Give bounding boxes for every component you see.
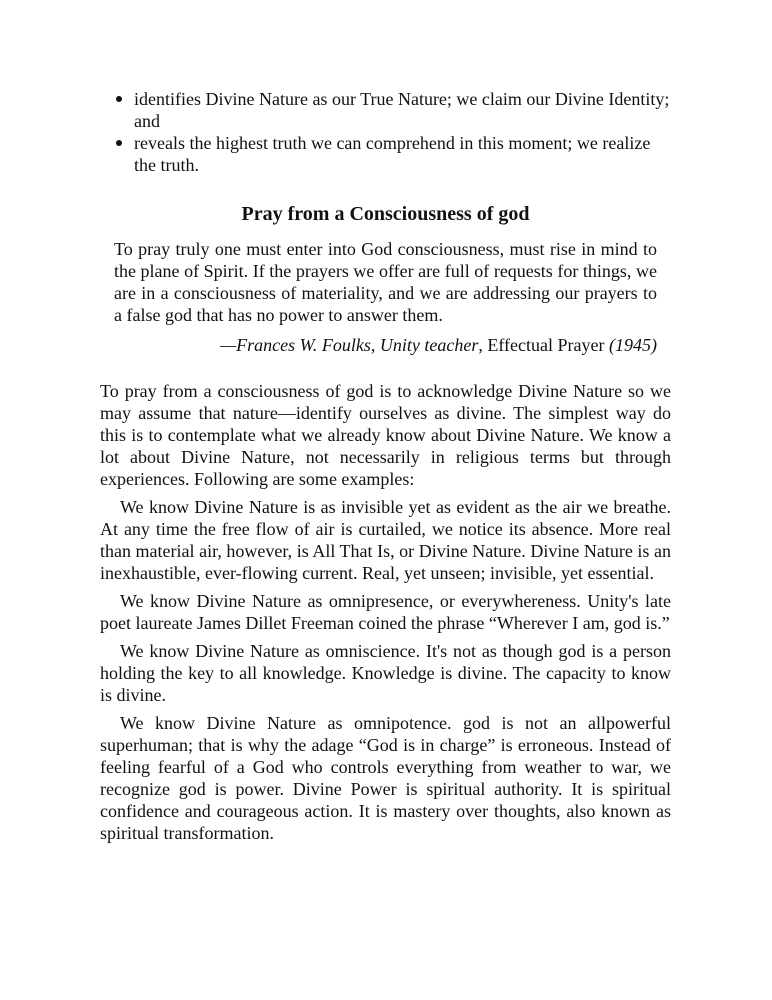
bullet-text: identifies Divine Nature as our True Nature; we claim our Divine Identity; and [134, 89, 670, 131]
attribution-separator: , [478, 335, 488, 355]
paragraph: To pray from a consciousness of god is to acknowledge Divine Nature so we may assume that nature—identify ourselves as divine. The simplest way do this is to contemplate what we already know about Divine Nature. We know a lot about Divine Nature, not necessarily in religious terms but through experiences. Following are some examples: [100, 381, 671, 489]
body-text [100, 380, 671, 844]
document-page [100, 88, 671, 850]
section-heading: Pray from a Consciousness of god [241, 203, 530, 225]
quote-author: —Frances W. Foulks, Unity teacher [220, 335, 479, 355]
block-quote: To pray truly one must enter into God consciousness, must rise in mind to the plane of Spirit. If the prayers we offer are full of requests for things, we are in a consciousness of materiality, and we are addressing our prayers to a false god that has no power to answer them. [114, 239, 657, 325]
quote-attribution [100, 334, 657, 356]
bullet-text: reveals the highest truth we can comprehend in this moment; we realize the truth. [134, 133, 651, 175]
bullet-item [114, 132, 671, 176]
paragraph: We know Divine Nature is as invisible yet as evident as the air we breathe. At any time the free flow of air is curtailed, we notice its absence. More real than material air, however, is All That Is, or Divine Nature. Divine Nature is an inexhaustible, ever-flowing current. Real, yet unseen; invisible, yet essential. [100, 497, 671, 583]
bullet-icon [116, 96, 122, 102]
quote-year: (1945) [604, 335, 657, 355]
paragraph: We know Divine Nature as omnipresence, or everywhereness. Unity's late poet laureate James Dillet Freeman coined the phrase “Wherever I am, god is.” [100, 591, 671, 633]
bullet-item [114, 88, 671, 132]
paragraph: We know Divine Nature as omnipotence. god is not an allpowerful superhuman; that is why the adage “God is in charge” is erroneous. Instead of feeling fearful of a God who controls everything from weather to war, we recognize god is power. Divine Power is spiritual authority. It is spiritual confidence and courageous action. It is mastery over thoughts, also known as spiritual transformation. [100, 713, 671, 843]
bullet-list [114, 88, 671, 176]
quote-work-title: Effectual Prayer [487, 335, 605, 355]
paragraph: We know Divine Nature as omniscience. It's not as though god is a person holding the key to all knowledge. Knowledge is divine. The capacity to know is divine. [100, 641, 671, 705]
bullet-icon [116, 140, 122, 146]
